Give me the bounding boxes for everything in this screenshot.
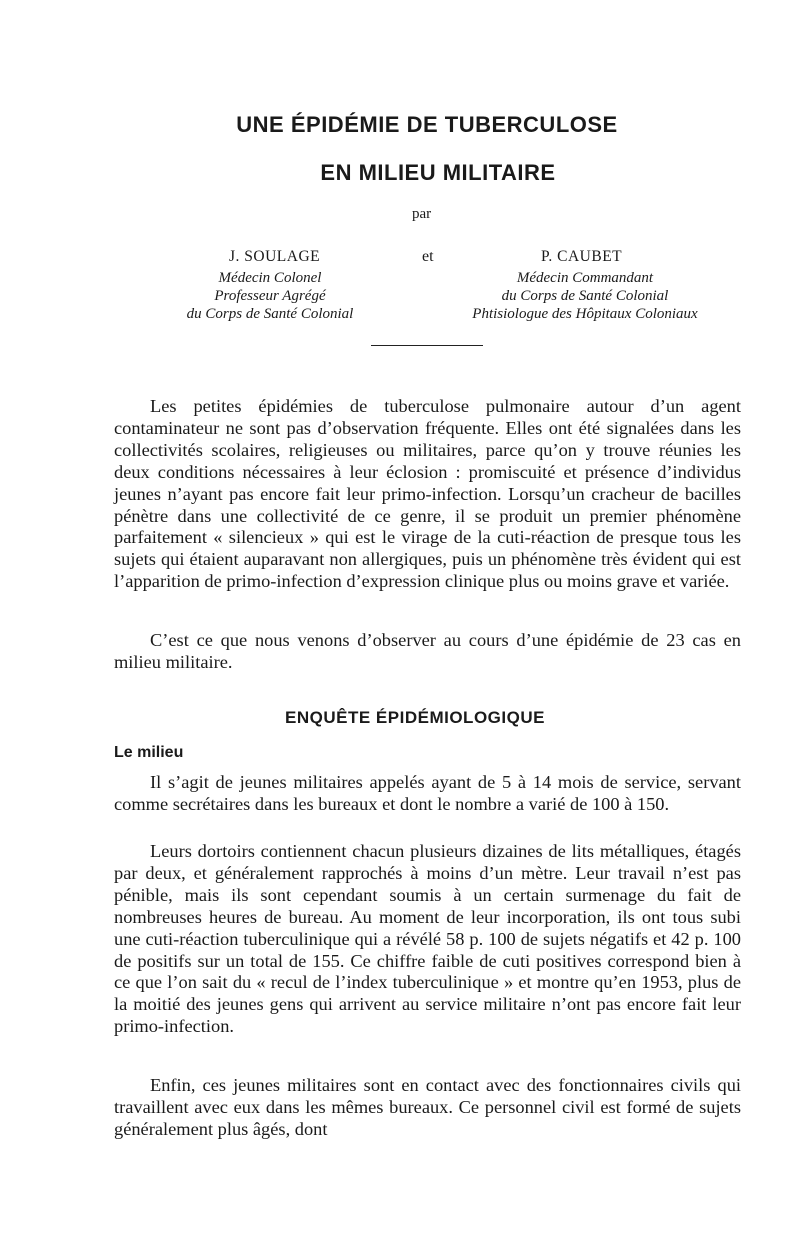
intro-paragraph: Les petites épidémies de tuberculose pulmonaire autour d’un agent contaminateur ne sont pas d’observation fréquente. Elles ont été signalées dans les collectivités scolaires, religieuses ou militaires, parce qu’on y trouve réunies les deux conditions nécessaires à leur éclosion : promiscuité et présence d’individus jeunes n’ayant pas encore fait leur primo-infection. Lorsqu’un cracheur de bacilles pénètre dans une collectivité de ce genre, il se produit un premier phénomène parfaitement « silencieux » qui est le virage de la cuti-réaction de presque tous les sujets qui étaient auparavant non allergiques, puis un phénomène très évident qui est l’apparition de primo-infection d’expression clinique plus ou moins grave et variée. <box>114 396 741 592</box>
separator-rule <box>371 345 483 346</box>
body-paragraph: Il s’agit de jeunes militaires appelés ayant de 5 à 14 mois de service, servant comme secrétaires dans les bureaux et dont le nombre a varié de 100 à 150. <box>114 772 741 814</box>
author-2-name: P. CAUBET <box>541 248 623 265</box>
byline-conjunction: et <box>422 248 434 265</box>
subsection-heading: Le milieu <box>114 744 184 761</box>
author-1-affiliation-line: Médecin Colonel <box>218 270 322 286</box>
title-line-2: EN MILIEU MILITAIRE <box>320 160 556 185</box>
intro-paragraph: C’est ce que nous venons d’observer au cours d’une épidémie de 23 cas en milieu militaire. <box>114 630 741 672</box>
author-2-affiliation-line: du Corps de Santé Colonial <box>501 288 669 304</box>
title-line-1: UNE ÉPIDÉMIE DE TUBERCULOSE <box>236 112 618 137</box>
body-paragraph: Enfin, ces jeunes militaires sont en contact avec des fonctionnaires civils qui travaillent avec eux dans les mêmes bureaux. Ce personnel civil est formé de sujets généralement plus âgés, dont <box>114 1075 741 1139</box>
author-1-affiliation-line: Professeur Agrégé <box>214 288 326 304</box>
author-1-affiliation <box>150 269 390 323</box>
byline-par: par <box>412 206 432 222</box>
author-1-affiliation-line: du Corps de Santé Colonial <box>186 306 354 322</box>
section-heading: ENQUÊTE ÉPIDÉMIOLOGIQUE <box>285 708 545 727</box>
body-paragraph: Leurs dortoirs contiennent chacun plusieurs dizaines de lits métalliques, étagés par deux, et généralement rapprochés à moins d’un mètre. Leur travail n’est pas pénible, mais ils sont cependant soumis à un certain surmenage du fait de nombreuses heures de bureau. Au moment de leur incorporation, ils ont tous subi une cuti-réaction tuberculinique qui a révélé 58 p. 100 de sujets négatifs et 42 p. 100 de positifs sur un total de 155. Ce chiffre faible de cuti positives correspond bien à ce que l’on sait du « recul de l’index tuberculinique » et montre qu’en 1953, plus de la moitié des jeunes gens qui arrivent au service militaire n’ont pas encore fait leur primo-infection. <box>114 841 741 1037</box>
author-2-affiliation-line: Phtisiologue des Hôpitaux Coloniaux <box>472 306 698 322</box>
author-2-affiliation <box>445 269 725 323</box>
author-2-affiliation-line: Médecin Commandant <box>516 270 654 286</box>
author-1-name: J. SOULAGE <box>229 248 321 265</box>
